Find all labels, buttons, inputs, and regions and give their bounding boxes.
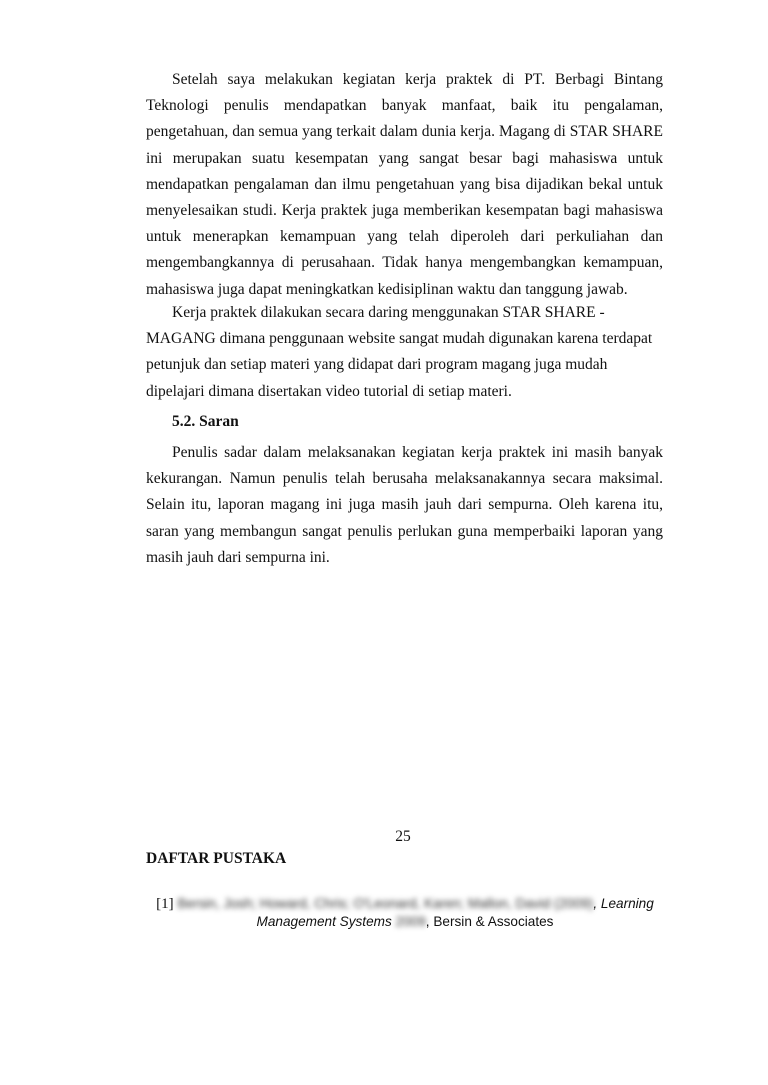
- reference-title-end: Management Systems: [256, 914, 392, 929]
- section-heading: 5.2. Saran: [172, 413, 239, 430]
- paragraph-line: petunjuk dan setiap materi yang didapat dari program magang juga mudah: [146, 356, 608, 374]
- paragraph-conclusion: Setelah saya melakukan kegiatan kerja praktek di PT. Berbagi Bintang Teknologi penulis mendapatkan banyak manfaat, baik itu pengalaman, pengetahuan, dan semua yang terkait dalam dunia kerja. Magang di STAR SHARE ini merupakan suatu kesempatan yang sangat besar bagi mahasiswa untuk mendapatkan pengalaman dan ilmu pengetahuan yang bisa dijadikan bekal untuk menyelesaikan studi. Kerja praktek juga memberikan kesempatan bagi mahasiswa untuk menerapkan kemampuan yang telah diperoleh dari perkuliahan dan mengembangkannya di perusahaan. Tidak hanya mengembangkan kemampuan, mahasiswa juga dapat meningkatkan kedisiplinan waktu dan tanggung jawab.: [146, 71, 663, 298]
- references-heading: DAFTAR PUSTAKA: [146, 850, 287, 867]
- paragraph-online-internship: [146, 300, 666, 405]
- paragraph-line: dipelajari dimana disertakan video tutorial di setiap materi.: [146, 382, 512, 400]
- reference-title-start: , Learning: [593, 896, 654, 911]
- paragraph-line: MAGANG dimana penggunaan website sangat mudah digunakan karena terdapat: [146, 330, 653, 348]
- reference-line: [150, 895, 660, 913]
- reference-number: [1]: [156, 896, 174, 912]
- reference-authors-redacted: Bersin, Josh; Howard, Chris; O'Leonard, Karen; Mallon, David (2009): [177, 896, 594, 911]
- paragraph-line: Kerja praktek dilakukan secara daring menggunakan STAR SHARE -: [172, 304, 605, 321]
- reference-publisher: , Bersin & Associates: [425, 914, 554, 929]
- reference-item: [150, 895, 660, 930]
- reference-line: [150, 913, 660, 930]
- page-number: 25: [395, 828, 411, 845]
- paragraph-suggestion: Penulis sadar dalam melaksanakan kegiatan kerja praktek ini masih banyak kekurangan. Namun penulis telah berusaha melaksanakannya secara maksimal. Selain itu, laporan magang ini juga masih jauh dari sempurna. Oleh karena itu, saran yang membangun sangat penulis perlukan guna memperbaiki laporan yang masih jauh dari sempurna ini.: [146, 444, 663, 566]
- reference-year-redacted: 2009: [395, 914, 426, 929]
